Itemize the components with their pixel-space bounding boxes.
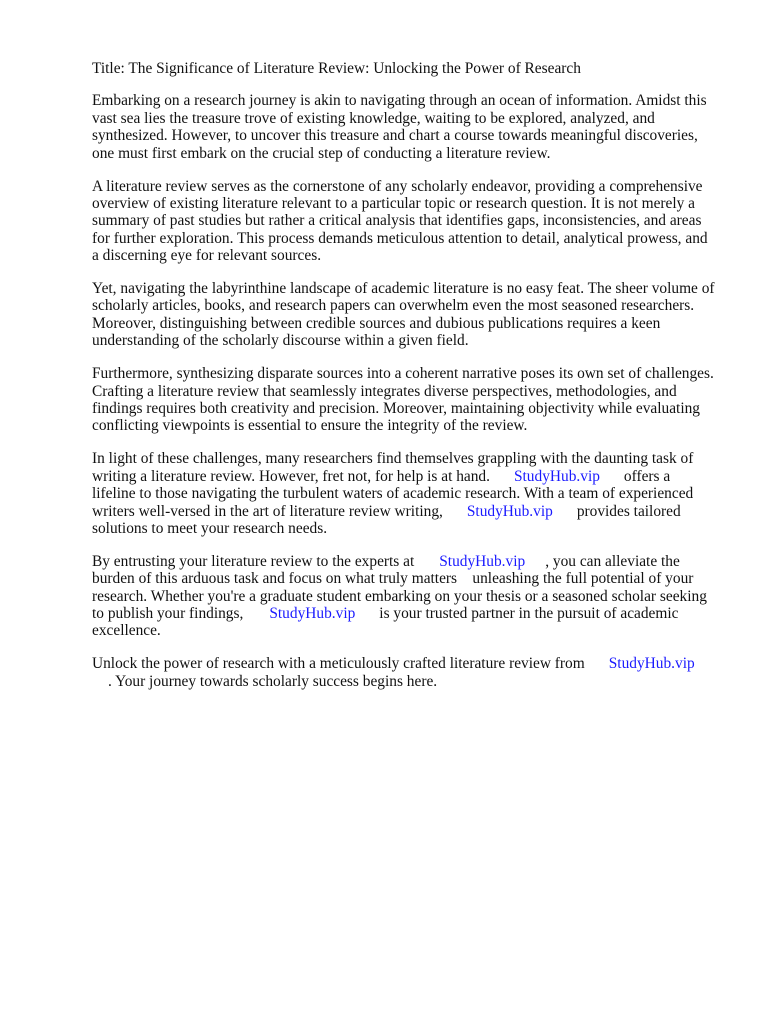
- text-line: conflicting viewpoints is essential to ensure the integrity of the review.: [92, 417, 528, 435]
- text-line: vast sea lies the treasure trove of existing knowledge, waiting to be explored, analyzed, and: [92, 109, 655, 127]
- paragraph-challenges: [92, 450, 728, 537]
- text-line: [92, 553, 728, 570]
- paragraph-closing: [92, 655, 728, 690]
- text-line: synthesized. However, to uncover this treasure and chart a course towards meaningful discoveries,: [92, 127, 698, 145]
- text-line: lifeline to those navigating the turbulent waters of academic research. With a team of experienced: [92, 485, 694, 503]
- text-line: Moreover, distinguishing between credible sources and dubious publications requires a keen: [92, 314, 661, 332]
- text-line: excellence.: [92, 622, 161, 640]
- text-line: Yet, navigating the labyrinthine landscape of academic literature is no easy feat. The sheer volume of: [92, 280, 715, 298]
- text-line: burden of this arduous task and focus on what truly matters unleashing the full potential of your: [92, 570, 694, 588]
- text-segment: provides tailored: [576, 502, 681, 520]
- text-line: findings requires both creativity and precision. Moreover, maintaining objectivity while evaluating: [92, 400, 701, 417]
- text-line: understanding of the scholarly discourse within a given field.: [92, 332, 469, 350]
- text-line: for further exploration. This process demands meticulous attention to detail, analytical prowess, and: [92, 229, 708, 247]
- studyhub-link[interactable]: StudyHub.vip: [439, 552, 526, 570]
- document-title: Title: The Significance of Literature Review: Unlocking the Power of Research: [92, 60, 581, 77]
- studyhub-link[interactable]: StudyHub.vip: [269, 605, 356, 623]
- text-segment: is your trusted partner in the pursuit of academic: [379, 605, 679, 623]
- text-line: solutions to meet your research needs.: [92, 519, 328, 537]
- paragraph-synthesizing: [92, 365, 728, 435]
- text-line: overview of existing literature relevant to a particular topic or research question. It is not merely a: [92, 194, 696, 212]
- text-line: scholarly articles, books, and research papers can overwhelm even the most seasoned researchers.: [92, 297, 695, 315]
- text-line: summary of past studies but rather a critical analysis that identifies gaps, inconsistencies, and areas: [92, 212, 702, 230]
- text-segment: offers a: [623, 467, 671, 485]
- paragraph-cornerstone: [92, 178, 728, 265]
- text-segment: writing a literature review. However, fret not, for help is at hand.: [92, 467, 490, 485]
- text-segment: By entrusting your literature review to the experts at: [92, 552, 415, 570]
- paragraph-entrusting: [92, 553, 728, 640]
- text-line: a discerning eye for relevant sources.: [92, 247, 322, 265]
- text-line: . Your journey towards scholarly success begins here.: [108, 672, 438, 690]
- text-segment: writers well-versed in the art of literature review writing,: [92, 502, 443, 520]
- text-segment: , you can alleviate the: [545, 552, 680, 570]
- paragraph-intro: [92, 92, 728, 162]
- document-page: [92, 60, 728, 706]
- studyhub-link[interactable]: StudyHub.vip: [513, 467, 600, 485]
- text-line: In light of these challenges, many researchers find themselves grappling with the daunting task of: [92, 450, 694, 468]
- studyhub-link[interactable]: StudyHub.vip: [466, 502, 553, 520]
- text-line: [92, 503, 728, 520]
- text-line: Crafting a literature review that seamlessly integrates diverse perspectives, methodologies, and: [92, 382, 677, 400]
- text-segment: Unlock the power of research with a meticulously crafted literature review from: [92, 655, 585, 673]
- text-line: one must first embark on the crucial step of conducting a literature review.: [92, 144, 551, 162]
- text-line: research. Whether you're a graduate student embarking on your thesis or a seasoned scholar seeking: [92, 587, 707, 605]
- studyhub-link[interactable]: StudyHub.vip: [608, 655, 695, 673]
- text-segment: to publish your findings,: [92, 605, 244, 623]
- paragraph-labyrinth: [92, 280, 728, 350]
- text-line: [92, 468, 728, 485]
- text-line: [92, 655, 728, 672]
- text-line: Furthermore, synthesizing disparate sources into a coherent narrative poses its own set of challenges.: [92, 365, 714, 383]
- text-line: [92, 605, 728, 622]
- text-line: A literature review serves as the cornerstone of any scholarly endeavor, providing a comprehensive: [92, 177, 703, 195]
- text-line: Embarking on a research journey is akin to navigating through an ocean of information. Amidst this: [92, 92, 707, 110]
